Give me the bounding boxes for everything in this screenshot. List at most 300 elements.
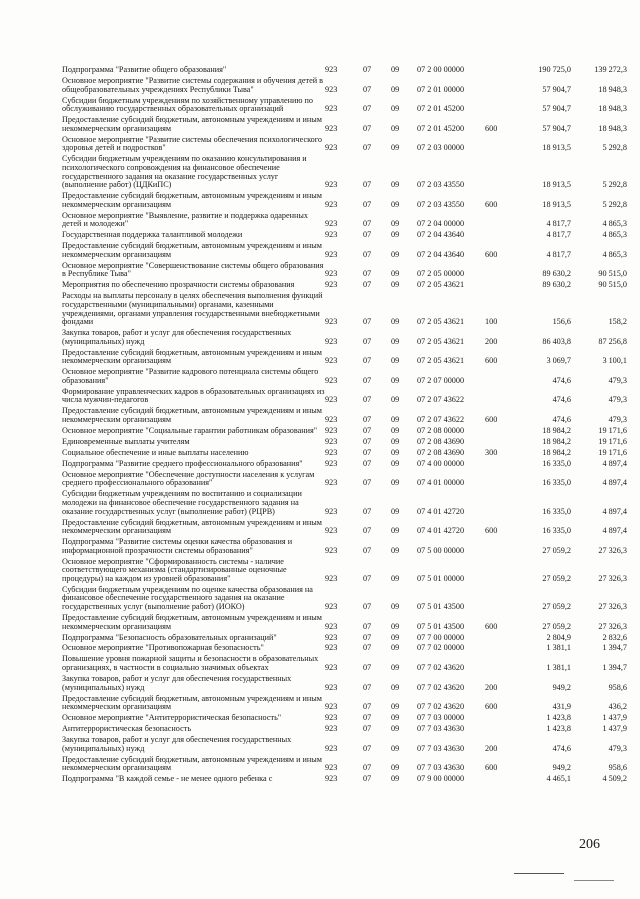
row-amount-year-2: 27 326,3: [598, 601, 627, 611]
row-amount-year-2: 4 865,3: [602, 230, 627, 240]
row-target-article: 07 4 01 00000: [417, 478, 465, 488]
row-amount-year-1: 190 725,0: [538, 65, 571, 75]
table-row: [62, 135, 627, 155]
row-name: Повышение уровня пожарной защиты и безопасности в образовательных организациях, в частности в социально значимых объектах: [62, 654, 319, 673]
row-target-article: 07 2 03 00000: [417, 143, 465, 153]
table-row: [62, 261, 627, 281]
row-name: Подпрограмма "Развитие системы оценки качества образования и информационной прозрачности системы образования": [62, 537, 293, 555]
row-section-code: 07: [363, 425, 372, 435]
row-expense-type: 600: [485, 621, 498, 631]
table-row: [62, 191, 627, 211]
row-name: Подпрограмма "Развитие общего образования": [62, 65, 227, 75]
row-expense-type: [485, 713, 507, 724]
row-name: Социальное обеспечение и иные выплаты населению: [62, 447, 249, 457]
row-amount-year-1: 57 904,7: [542, 123, 571, 133]
row-amount-year-2: 87 256,8: [598, 336, 627, 346]
row-target-article: 07 2 05 43621: [417, 317, 465, 327]
row-ministry-code: 923: [325, 219, 338, 229]
row-target-article: 07 7 03 00000: [417, 713, 465, 723]
row-target-article: 07 9 00 00000: [417, 774, 465, 784]
scan-edge-mark: [574, 880, 614, 881]
row-expense-type: [485, 96, 507, 116]
row-amount-year-1: 18 913,5: [542, 199, 571, 209]
row-ministry-code: 923: [325, 526, 338, 536]
row-subsection-code: 09: [391, 743, 400, 753]
row-name: Закупка товаров, работ и услуг для обеспечения государственных (муниципальных) нужд: [62, 735, 292, 753]
row-expense-type: [485, 459, 507, 470]
row-name: Антитеррористическая безопасность: [62, 724, 192, 734]
row-amount-year-1: 474,6: [552, 375, 571, 385]
table-row: [62, 632, 627, 643]
row-expense-type: 200: [485, 336, 498, 346]
row-name: Основное мероприятие "Выявление, развитие и поддержка одаренных детей и молодежи": [62, 210, 308, 229]
row-amount-year-2: 19 171,6: [598, 447, 627, 457]
row-name: Основное мероприятие "Противопожарная безопасность": [62, 643, 264, 653]
row-target-article: 07 2 08 00000: [417, 425, 465, 435]
row-target-article: 07 2 01 45200: [417, 123, 465, 133]
row-name: Основное мероприятие "Антитеррористическая безопасность": [62, 713, 282, 723]
row-ministry-code: 923: [325, 663, 338, 673]
row-amount-year-1: 16 335,0: [542, 458, 571, 468]
row-amount-year-2: 27 326,3: [598, 621, 627, 631]
row-subsection-code: 09: [391, 601, 400, 611]
row-expense-type: 300: [485, 447, 498, 457]
row-section-code: 07: [363, 713, 372, 723]
row-expense-type: [485, 643, 507, 654]
row-subsection-code: 09: [391, 219, 400, 229]
table-row: [62, 489, 627, 517]
row-name: Закупка товаров, работ и услуг для обеспечения государственных (муниципальных) нужд: [62, 328, 292, 346]
row-amount-year-1: 27 059,2: [542, 545, 571, 555]
row-name: Подпрограмма "Безопасность образовательных организаций": [62, 632, 277, 642]
row-name: Подпрограмма "Развитие среднего профессионального образования": [62, 458, 303, 468]
row-amount-year-1: 474,6: [552, 395, 571, 405]
row-target-article: 07 2 01 00000: [417, 84, 465, 94]
row-section-code: 07: [363, 230, 372, 240]
row-amount-year-2: 27 326,3: [598, 573, 627, 583]
table-row: [62, 537, 627, 557]
row-expense-type: [485, 154, 507, 191]
row-target-article: 07 2 04 43640: [417, 230, 465, 240]
table-row: [62, 585, 627, 613]
row-section-code: 07: [363, 375, 372, 385]
row-section-code: 07: [363, 447, 372, 457]
row-subsection-code: 09: [391, 84, 400, 94]
row-ministry-code: 923: [325, 601, 338, 611]
row-name: Субсидии бюджетным учреждениям по хозяйственному управлению по обслуживанию государственных образовательных организаций: [62, 95, 314, 114]
row-section-code: 07: [363, 621, 372, 631]
row-target-article: 07 7 02 00000: [417, 643, 465, 653]
row-subsection-code: 09: [391, 682, 400, 692]
row-name: Предоставление субсидий бюджетным, автономным учреждениям и иным некоммерческим организациям: [62, 612, 322, 631]
row-subsection-code: 09: [391, 180, 400, 190]
row-target-article: 07 4 01 42720: [417, 526, 465, 536]
row-amount-year-2: 479,3: [608, 395, 627, 405]
table-row: [62, 291, 627, 328]
row-amount-year-1: 18 984,2: [542, 436, 571, 446]
row-expense-type: [485, 654, 507, 674]
row-amount-year-1: 431,9: [552, 702, 571, 712]
row-section-code: 07: [363, 414, 372, 424]
row-name: Основное мероприятие "Развитие системы обеспечения психологического здоровья детей и подростков": [62, 134, 322, 153]
row-subsection-code: 09: [391, 478, 400, 488]
row-name: Закупка товаров, работ и услуг для обеспечения государственных (муниципальных) нужд: [62, 674, 292, 692]
row-subsection-code: 09: [391, 230, 400, 240]
row-amount-year-2: 4 865,3: [602, 219, 627, 229]
row-section-code: 07: [363, 774, 372, 784]
page-number: 206: [579, 837, 600, 852]
row-amount-year-1: 1 381,1: [546, 663, 571, 673]
row-expense-type: 600: [485, 702, 498, 712]
row-section-code: 07: [363, 317, 372, 327]
row-amount-year-1: 156,6: [552, 317, 571, 327]
row-name: Предоставление субсидий бюджетным, автономным учреждениям и иным некоммерческим организациям: [62, 347, 322, 366]
row-subsection-code: 09: [391, 724, 400, 734]
row-subsection-code: 09: [391, 458, 400, 468]
table-row: [62, 328, 627, 348]
table-row: [62, 448, 627, 459]
row-amount-year-2: 5 292,8: [602, 199, 627, 209]
row-ministry-code: 923: [325, 336, 338, 346]
row-ministry-code: 923: [325, 425, 338, 435]
row-section-code: 07: [363, 632, 372, 642]
row-ministry-code: 923: [325, 774, 338, 784]
row-section-code: 07: [363, 180, 372, 190]
table-row: [62, 115, 627, 135]
budget-table: [62, 65, 627, 785]
row-name: Мероприятия по обеспечению прозрачности системы образования: [62, 280, 295, 290]
row-section-code: 07: [363, 526, 372, 536]
row-expense-type: 200: [485, 682, 498, 692]
table-row: [62, 76, 627, 96]
row-expense-type: [485, 489, 507, 517]
budget-table-body: [62, 65, 627, 785]
row-ministry-code: 923: [325, 743, 338, 753]
row-subsection-code: 09: [391, 425, 400, 435]
row-amount-year-1: 18 913,5: [542, 143, 571, 153]
row-target-article: 07 2 05 43621: [417, 356, 465, 366]
row-name: Предоставление субсидий бюджетным, автономным учреждениям и иным некоммерческим организациям: [62, 191, 322, 209]
row-target-article: 07 2 07 43622: [417, 414, 465, 424]
table-row: [62, 241, 627, 261]
row-expense-type: [485, 426, 507, 437]
row-subsection-code: 09: [391, 65, 400, 75]
row-subsection-code: 09: [391, 395, 400, 405]
row-subsection-code: 09: [391, 763, 400, 773]
row-section-code: 07: [363, 336, 372, 346]
row-amount-year-2: 4 897,4: [602, 458, 627, 468]
table-row: [62, 613, 627, 633]
row-subsection-code: 09: [391, 573, 400, 583]
row-subsection-code: 09: [391, 356, 400, 366]
row-subsection-code: 09: [391, 104, 400, 114]
row-expense-type: 600: [485, 526, 498, 536]
row-amount-year-1: 27 059,2: [542, 601, 571, 611]
row-subsection-code: 09: [391, 663, 400, 673]
row-target-article: 07 7 02 43620: [417, 682, 465, 692]
row-name: Основное мероприятие "Социальные гарантии работникам образования": [62, 425, 318, 435]
row-target-article: 07 2 07 00000: [417, 375, 465, 385]
row-target-article: 07 7 02 43620: [417, 702, 465, 712]
row-amount-year-1: 3 069,7: [546, 356, 571, 366]
row-name: Формирование управленческих кадров в образовательных организациях из числа мужчин-педагогов: [62, 386, 325, 405]
row-ministry-code: 923: [325, 713, 338, 723]
row-amount-year-1: 949,2: [552, 682, 571, 692]
row-section-code: 07: [363, 724, 372, 734]
row-section-code: 07: [363, 249, 372, 259]
row-section-code: 07: [363, 280, 372, 290]
row-amount-year-1: 4 817,7: [546, 230, 571, 240]
table-row: [62, 96, 627, 116]
row-expense-type: [485, 230, 507, 241]
row-ministry-code: 923: [325, 724, 338, 734]
row-amount-year-2: 479,3: [608, 414, 627, 424]
row-amount-year-1: 4 465,1: [546, 774, 571, 784]
row-ministry-code: 923: [325, 545, 338, 555]
row-target-article: 07 2 03 43550: [417, 180, 465, 190]
row-section-code: 07: [363, 743, 372, 753]
row-target-article: 07 7 00 00000: [417, 632, 465, 642]
row-amount-year-2: 1 394,7: [602, 663, 627, 673]
row-name: Субсидии бюджетным учреждениям по оказанию консультирования и психологического сопровождения на финансовое обеспечение государственного задания на оказание государственных услуг (выполнение работ) (ЦДКиПС): [62, 154, 307, 190]
row-expense-type: [485, 387, 507, 407]
row-target-article: 07 2 03 43550: [417, 199, 465, 209]
table-row: [62, 517, 627, 537]
row-expense-type: [485, 632, 507, 643]
table-row: [62, 774, 627, 785]
row-target-article: 07 2 01 45200: [417, 104, 465, 114]
row-amount-year-2: 4 897,4: [602, 478, 627, 488]
row-expense-type: 600: [485, 123, 498, 133]
row-amount-year-1: 1 423,8: [546, 724, 571, 734]
table-row: [62, 65, 627, 76]
row-name: Субсидии бюджетным учреждениям по оценке качества образования на финансовое обеспечение государственного задания на оказание государственных услуг (выполнение работ) (ИОКО): [62, 584, 313, 611]
row-subsection-code: 09: [391, 414, 400, 424]
row-target-article: 07 7 03 43630: [417, 763, 465, 773]
row-section-code: 07: [363, 199, 372, 209]
row-name: Подпрограмма "В каждой семье - не менее одного ребенка с: [62, 774, 273, 784]
row-subsection-code: 09: [391, 436, 400, 446]
row-expense-type: 200: [485, 743, 498, 753]
row-ministry-code: 923: [325, 123, 338, 133]
row-subsection-code: 09: [391, 506, 400, 516]
row-ministry-code: 923: [325, 143, 338, 153]
row-ministry-code: 923: [325, 763, 338, 773]
row-amount-year-1: 16 335,0: [542, 478, 571, 488]
row-name: Предоставление субсидий бюджетным, автономным учреждениям и иным некоммерческим организациям: [62, 406, 322, 424]
row-name: Основное мероприятие "Совершенствование системы общего образования в Республике Тыва": [62, 260, 324, 279]
row-amount-year-2: 4 897,4: [602, 526, 627, 536]
row-expense-type: [485, 280, 507, 291]
table-row: [62, 437, 627, 448]
row-expense-type: [485, 556, 507, 584]
row-subsection-code: 09: [391, 269, 400, 279]
row-section-code: 07: [363, 763, 372, 773]
row-section-code: 07: [363, 643, 372, 653]
row-subsection-code: 09: [391, 643, 400, 653]
row-section-code: 07: [363, 143, 372, 153]
row-ministry-code: 923: [325, 395, 338, 405]
row-ministry-code: 923: [325, 506, 338, 516]
row-expense-type: [485, 437, 507, 448]
row-ministry-code: 923: [325, 104, 338, 114]
row-amount-year-2: 19 171,6: [598, 425, 627, 435]
row-expense-type: [485, 367, 507, 387]
row-name: Государственная поддержка талантливой молодежи: [62, 230, 243, 240]
row-amount-year-2: 27 326,3: [598, 545, 627, 555]
row-target-article: 07 2 04 43640: [417, 249, 465, 259]
row-subsection-code: 09: [391, 774, 400, 784]
row-expense-type: [485, 135, 507, 155]
row-amount-year-2: 18 948,3: [598, 123, 627, 133]
row-section-code: 07: [363, 436, 372, 446]
row-section-code: 07: [363, 123, 372, 133]
row-amount-year-1: 2 804,9: [546, 632, 571, 642]
row-ministry-code: 923: [325, 280, 338, 290]
row-subsection-code: 09: [391, 143, 400, 153]
row-ministry-code: 923: [325, 436, 338, 446]
row-section-code: 07: [363, 478, 372, 488]
table-row: [62, 470, 627, 490]
row-name: Предоставление субсидий бюджетным, автономным учреждениям и иным некоммерческим организациям: [62, 241, 322, 259]
row-section-code: 07: [363, 573, 372, 583]
table-row: [62, 211, 627, 231]
row-section-code: 07: [363, 545, 372, 555]
row-name: Предоставление субсидий бюджетным, автономным учреждениям и иным некоммерческим организациям: [62, 754, 322, 773]
row-ministry-code: 923: [325, 65, 338, 75]
row-target-article: 07 2 00 00000: [417, 65, 465, 75]
table-row: [62, 754, 627, 774]
row-subsection-code: 09: [391, 336, 400, 346]
row-amount-year-2: 90 515,0: [598, 269, 627, 279]
row-amount-year-2: 4 865,3: [602, 249, 627, 259]
row-amount-year-1: 1 381,1: [546, 643, 571, 653]
row-expense-type: 600: [485, 249, 498, 259]
row-section-code: 07: [363, 65, 372, 75]
row-amount-year-1: 86 403,8: [542, 336, 571, 346]
table-row: [62, 713, 627, 724]
row-ministry-code: 923: [325, 447, 338, 457]
table-row: [62, 230, 627, 241]
row-ministry-code: 923: [325, 230, 338, 240]
row-amount-year-2: 19 171,6: [598, 436, 627, 446]
row-target-article: 07 2 08 43690: [417, 436, 465, 446]
row-subsection-code: 09: [391, 199, 400, 209]
row-expense-type: 600: [485, 199, 498, 209]
row-amount-year-1: 89 630,2: [542, 269, 571, 279]
row-amount-year-1: 4 817,7: [546, 219, 571, 229]
table-row: [62, 459, 627, 470]
row-target-article: 07 7 02 43620: [417, 663, 465, 673]
row-name: Основное мероприятие "Развитие системы содержания и обучения детей в общеобразовательных учреждениях Республики Тыва": [62, 76, 324, 94]
row-subsection-code: 09: [391, 545, 400, 555]
row-amount-year-2: 3 100,1: [602, 356, 627, 366]
row-section-code: 07: [363, 395, 372, 405]
row-amount-year-2: 5 292,8: [602, 143, 627, 153]
row-subsection-code: 09: [391, 249, 400, 259]
row-ministry-code: 923: [325, 458, 338, 468]
row-expense-type: [485, 65, 507, 76]
table-row: [62, 347, 627, 367]
table-row: [62, 426, 627, 437]
row-amount-year-2: 958,6: [608, 763, 627, 773]
row-target-article: 07 5 01 00000: [417, 573, 465, 583]
row-target-article: 07 5 01 43500: [417, 621, 465, 631]
row-section-code: 07: [363, 269, 372, 279]
row-section-code: 07: [363, 219, 372, 229]
row-expense-type: [485, 211, 507, 231]
row-subsection-code: 09: [391, 621, 400, 631]
row-name: Предоставление субсидий бюджетным, автономным учреждениям и иным некоммерческим организациям: [62, 517, 322, 536]
row-name: Предоставление субсидий бюджетным, автономным учреждениям и иным некоммерческим организациям: [62, 693, 322, 712]
row-section-code: 07: [363, 104, 372, 114]
row-target-article: 07 5 00 00000: [417, 545, 465, 555]
row-amount-year-1: 18 984,2: [542, 447, 571, 457]
row-amount-year-1: 474,6: [552, 743, 571, 753]
table-row: [62, 556, 627, 584]
row-subsection-code: 09: [391, 317, 400, 327]
row-expense-type: [485, 537, 507, 557]
row-amount-year-2: 479,3: [608, 743, 627, 753]
row-ministry-code: 923: [325, 621, 338, 631]
row-amount-year-2: 436,2: [608, 702, 627, 712]
row-ministry-code: 923: [325, 180, 338, 190]
row-ministry-code: 923: [325, 375, 338, 385]
row-expense-type: [485, 76, 507, 96]
row-section-code: 07: [363, 601, 372, 611]
table-row: [62, 654, 627, 674]
row-amount-year-1: 474,6: [552, 414, 571, 424]
table-row: [62, 735, 627, 755]
row-ministry-code: 923: [325, 414, 338, 424]
row-section-code: 07: [363, 506, 372, 516]
row-section-code: 07: [363, 702, 372, 712]
row-ministry-code: 923: [325, 317, 338, 327]
row-target-article: 07 2 07 43622: [417, 395, 465, 405]
table-row: [62, 154, 627, 191]
row-amount-year-2: 90 515,0: [598, 280, 627, 290]
row-ministry-code: 923: [325, 199, 338, 209]
row-amount-year-2: 18 948,3: [598, 104, 627, 114]
row-ministry-code: 923: [325, 356, 338, 366]
row-target-article: 07 2 05 00000: [417, 269, 465, 279]
row-ministry-code: 923: [325, 682, 338, 692]
row-amount-year-2: 139 272,3: [594, 65, 627, 75]
row-amount-year-1: 18 913,5: [542, 180, 571, 190]
row-name: Предоставление субсидий бюджетным, автономным учреждениям и иным некоммерческим организациям: [62, 115, 322, 133]
row-subsection-code: 09: [391, 713, 400, 723]
row-amount-year-1: 57 904,7: [542, 104, 571, 114]
row-ministry-code: 923: [325, 478, 338, 488]
row-subsection-code: 09: [391, 526, 400, 536]
table-row: [62, 387, 627, 407]
row-expense-type: 600: [485, 414, 498, 424]
row-expense-type: [485, 774, 507, 785]
row-name: Основное мероприятие "Сформированность системы - наличие соответствующего механизма (стандартизированные оценочные процедуры) на каждом из уровней образования": [62, 556, 287, 583]
row-amount-year-2: 18 948,3: [598, 84, 627, 94]
row-expense-type: 600: [485, 356, 498, 366]
table-row: [62, 643, 627, 654]
row-name: Единовременные выплаты учителям: [62, 436, 190, 446]
row-ministry-code: 923: [325, 702, 338, 712]
row-target-article: 07 2 04 00000: [417, 219, 465, 229]
row-subsection-code: 09: [391, 123, 400, 133]
row-subsection-code: 09: [391, 632, 400, 642]
table-row: [62, 367, 627, 387]
row-expense-type: 600: [485, 763, 498, 773]
row-target-article: 07 2 08 43690: [417, 447, 465, 457]
row-name: Основное мероприятие "Развитие кадрового потенциала системы общего образования": [62, 367, 319, 385]
